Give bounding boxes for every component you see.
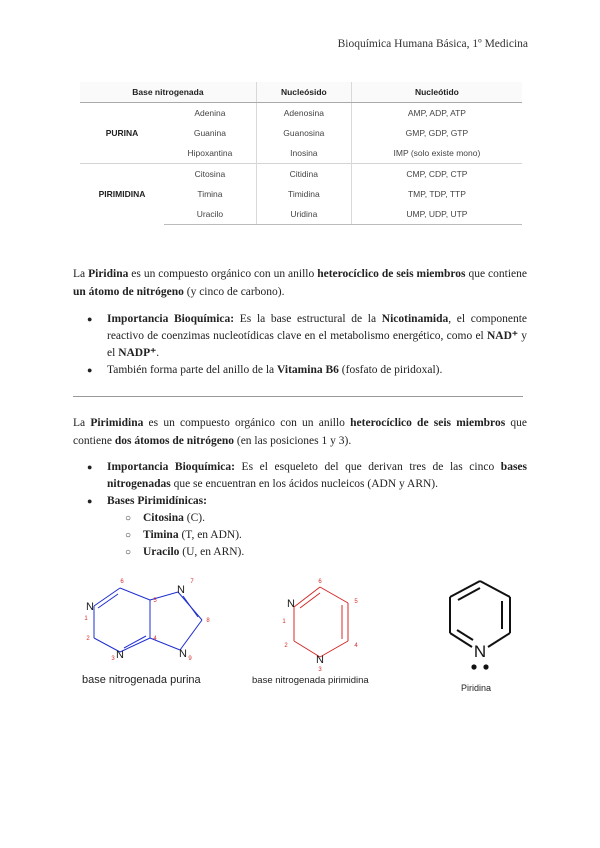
list-item: ○ Citosina (C). [125,510,527,527]
position-number: 6 [318,579,322,585]
position-number: 1 [84,616,88,622]
cell-nucleotido: IMP (solo existe mono) [351,143,522,164]
section-divider [73,396,523,397]
cell-nucleotido: UMP, UDP, UTP [351,204,522,225]
nucleotide-table [80,82,522,225]
list-item: ● Bases Pirimidínicas: ○ Citosina (C). ○ Timina (T, en ADN). ○ Uracilo (U, en ARN). [87,493,527,561]
pirimidina-paragraph: La Pirimidina es un compuesto orgánico con un anillo heterocíclico de seis miembros que contiene dos átomos de nitrógeno (en las posiciones 1 y 3). [73,417,527,447]
pirimidina-caption: base nitrogenada pirimidina [252,675,369,686]
position-number: 2 [284,643,288,649]
pirimidina-bullets [87,459,527,561]
cell-nucleosido: Uridina [256,204,351,225]
atom-label: N [316,654,324,666]
cell-base: Timina [197,189,223,199]
list-item: ● Importancia Bioquímica: Es la base estructural de la Nicotinamida, el componente reactivo de coenzimas nucleotídicas clave en el metabolismo energético, como el NAD⁺ y el NADP⁺. [87,311,527,362]
cell-base: Citosina [164,164,256,185]
atom-label: N [287,598,295,610]
position-number: 2 [86,636,90,642]
page-header: Bioquímica Humana Básica, 1º Medicina [337,38,528,50]
cell-nucleotido: TMP, TDP, TTP [351,184,522,204]
position-number: 1 [282,619,286,625]
cell-nucleosido: Citidina [256,164,351,185]
position-number: 5 [354,599,358,605]
position-number: 3 [111,656,115,662]
position-number: 6 [120,579,124,585]
atom-label: N [86,601,94,613]
bases-sublist [107,510,527,561]
cell-nucleosido: Adenosina [256,103,351,124]
list-item: ○ Timina (T, en ADN). [125,527,527,544]
lone-pair-dot [483,664,488,669]
position-number: 7 [190,579,194,585]
position-number: 4 [354,643,358,649]
atom-label: N [179,648,187,660]
position-number: 3 [318,667,322,673]
cell-nucleosido: Inosina [256,143,351,164]
piridina-caption: Piridina [461,683,492,693]
list-item: ○ Uracilo (U, en ARN). [125,544,527,561]
position-number: 4 [153,636,157,642]
col-header-base: Base nitrogenada [80,82,256,103]
table-row [80,164,522,185]
cell-nucleosido: Timidina [256,184,351,204]
purina-caption: base nitrogenada purina [82,674,201,686]
atom-label: N [116,649,124,661]
cell-base: Adenina [194,108,226,118]
cell-nucleotido: GMP, GDP, GTP [351,123,522,143]
cell-base: Uracilo [164,204,256,225]
cell-nucleotido: CMP, CDP, CTP [351,164,522,185]
atom-label: N [473,642,487,661]
cell-base: Guanina [193,128,226,138]
purina-structure [80,570,220,670]
cell-base: Hipoxantina [187,148,233,158]
table-row [80,103,522,124]
group-label-pirimidina: PIRIMIDINA [80,164,164,225]
col-header-nucleosido: Nucleósido [256,82,351,103]
position-number: 5 [153,598,157,604]
position-number: 8 [206,618,210,624]
atom-label: N [177,584,185,596]
piridina-bullets [87,311,527,379]
list-item: ● Importancia Bioquímica: Es el esqueleto del que derivan tres de las cinco bases nitrogenadas que se encuentran en los ácidos nucleicos (ADN y ARN). [87,459,527,493]
position-number: 9 [188,656,192,662]
pirimidina-structure [278,575,368,675]
piridina-structure [440,575,520,675]
col-header-nucleotido: Nucleótido [351,82,522,103]
cell-nucleosido: Guanosina [256,123,351,143]
group-label-purina: PURINA [105,128,139,138]
list-item: ● También forma parte del anillo de la Vitamina B6 (fosfato de piridoxal). [87,362,527,379]
piridina-paragraph: La Piridina es un compuesto orgánico con un anillo heterocíclico de seis miembros que contiene un átomo de nitrógeno (y cinco de carbono). [73,268,527,298]
lone-pair-dot [471,664,476,669]
cell-nucleotido: AMP, ADP, ATP [351,103,522,124]
